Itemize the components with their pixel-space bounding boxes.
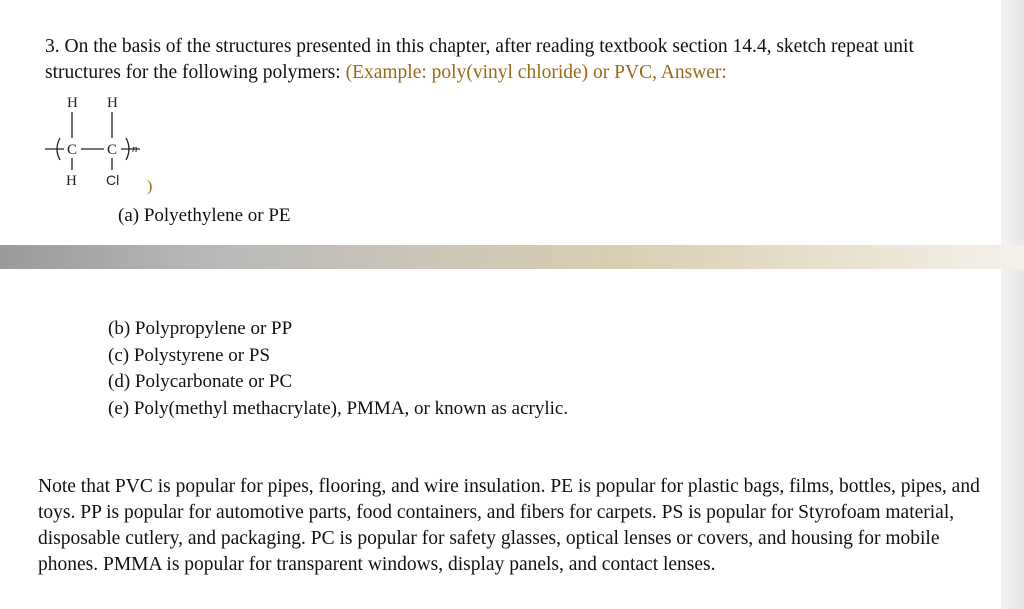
part-a: (a) Polyethylene or PE xyxy=(118,205,291,226)
part-e: (e) Poly(methyl methacrylate), PMMA, or known as acrylic. xyxy=(108,397,569,419)
question-number: 3. xyxy=(45,36,60,57)
usage-note: Note that PVC is popular for pipes, flooring, and wire insulation. PE is popular for plastic bags, films, bottles, pipes, and toys. PP is popular for automotive parts, food containers, and fibers for carpets. PS is popular for Styrofoam material, disposable cutlery, and packaging. PC is popular for safety glasses, optical lenses or covers, and housing for mobile phones. PMMA is popular for transparent windows, display panels, and contact lenses. xyxy=(38,476,980,575)
atom-h-bottom-left: H xyxy=(66,173,77,189)
atom-h-top-left: H xyxy=(67,95,78,111)
example-text: (Example: poly(vinyl chloride) or PVC, Answer: xyxy=(345,62,727,83)
atom-c-right: C xyxy=(107,142,118,158)
page-edge xyxy=(1001,0,1024,609)
subscript-n: n xyxy=(132,143,138,155)
example-close: ) xyxy=(147,178,153,195)
parts-list xyxy=(108,316,568,422)
part-b: (b) Polypropylene or PP xyxy=(108,318,293,339)
atom-c-left: C xyxy=(67,142,78,158)
question-text: On the basis of the structures presented in this chapter, after reading textbook section 14.4, sketch repeat unit structures for the following polymers: xyxy=(45,36,914,83)
part-c: (c) Polystyrene or PS xyxy=(108,344,271,366)
atom-h-top-right: H xyxy=(107,95,118,111)
atom-cl: Cl xyxy=(106,172,120,188)
question-prompt xyxy=(45,34,975,86)
section-divider xyxy=(0,245,1024,269)
part-d: (d) Polycarbonate or PC xyxy=(108,371,293,392)
